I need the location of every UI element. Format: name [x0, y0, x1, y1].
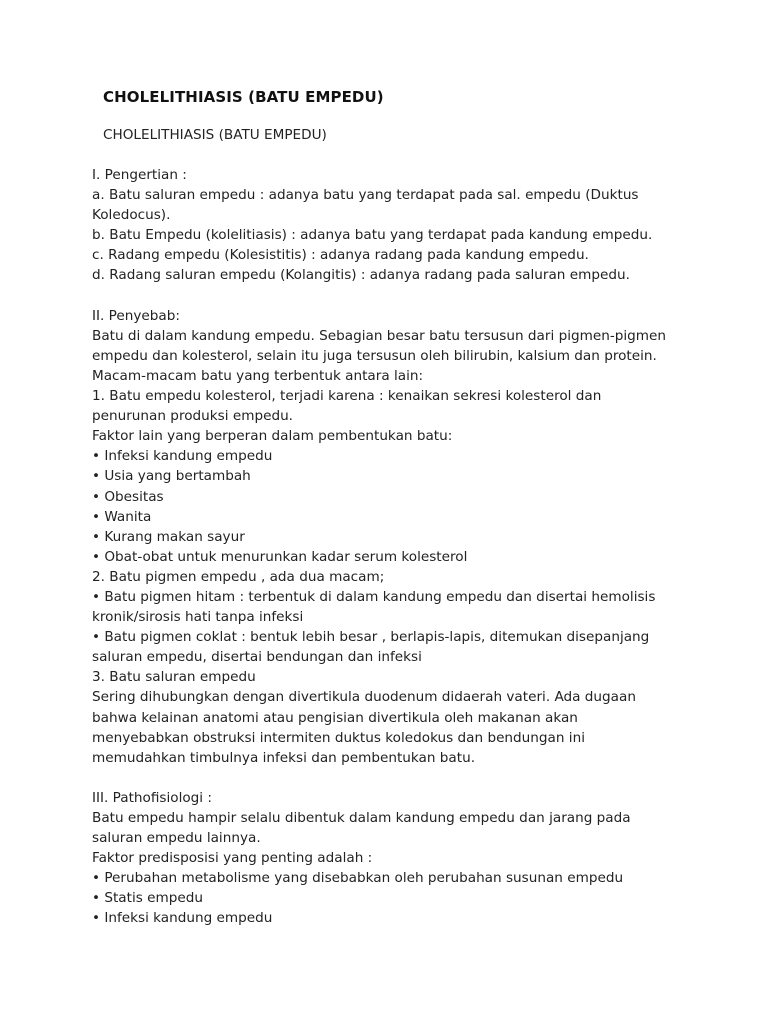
- bullet-item: • Obesitas: [92, 488, 164, 505]
- section-heading: III. Pathofisiologi :: [92, 789, 212, 806]
- section-spacer: [92, 286, 692, 306]
- text-line: 3. Batu saluran empedu: [92, 669, 256, 686]
- section-heading: I. Pengertian :: [92, 167, 187, 183]
- bullet-item: • Kurang makan sayur: [92, 528, 245, 545]
- text-line: memudahkan timbulnya infeksi dan pembentukan batu.: [92, 749, 476, 766]
- document-title: CHOLELITHIASIS (BATU EMPEDU): [103, 88, 384, 106]
- text-line: Macam-macam batu yang terbentuk antara lain:: [92, 367, 424, 384]
- text-line: Koledocus).: [92, 207, 171, 224]
- text-line: Faktor predisposisi yang penting adalah :: [92, 850, 373, 867]
- bullet-item: • Usia yang bertambah: [92, 468, 251, 485]
- text-line: c. Radang empedu (Kolesistitis) : adanya radang pada kandung empedu.: [92, 247, 589, 264]
- document-body: [92, 165, 692, 929]
- text-line: b. Batu Empedu (kolelitiasis) : adanya batu yang terdapat pada kandung empedu.: [92, 227, 653, 244]
- bullet-item: • Wanita: [92, 508, 152, 525]
- section-heading: II. Penyebab:: [92, 307, 180, 324]
- text-line: Batu empedu hampir selalu dibentuk dalam kandung empedu dan jarang pada: [92, 810, 631, 826]
- bullet-item: • Infeksi kandung empedu: [92, 448, 273, 465]
- text-line: bahwa kelainan anatomi atau pengisian divertikula oleh makanan akan: [92, 709, 578, 726]
- text-line: saluran empedu, disertai bendungan dan infeksi: [92, 649, 422, 666]
- text-line: Faktor lain yang berperan dalam pembentukan batu:: [92, 428, 453, 445]
- text-line: kronik/sirosis hati tanpa infeksi: [92, 609, 304, 626]
- section-pengertian: [92, 165, 692, 286]
- text-line: 1. Batu empedu kolesterol, terjadi karena : kenaikan sekresi kolesterol dan: [92, 388, 602, 405]
- bullet-item: • Batu pigmen coklat : bentuk lebih besar , berlapis-lapis, ditemukan disepanjang: [92, 629, 650, 646]
- text-line: Sering dihubungkan dengan divertikula duodenum didaerah vateri. Ada dugaan: [92, 689, 636, 706]
- bullet-item: • Statis empedu: [92, 890, 203, 907]
- text-line: a. Batu saluran empedu : adanya batu yang terdapat pada sal. empedu (Duktus: [92, 187, 639, 204]
- bullet-item: • Batu pigmen hitam : terbentuk di dalam kandung empedu dan disertai hemolisis: [92, 588, 656, 605]
- text-line: penurunan produksi empedu.: [92, 408, 294, 425]
- bullet-item: • Infeksi kandung empedu: [92, 910, 273, 927]
- text-line: menyebabkan obstruksi intermiten duktus koledokus dan bendungan ini: [92, 729, 585, 746]
- section-spacer: [92, 768, 692, 788]
- section-pathofisiologi: [92, 788, 692, 929]
- bullet-item: • Obat-obat untuk menurunkan kadar serum kolesterol: [92, 548, 468, 565]
- bullet-item: • Perubahan metabolisme yang disebabkan oleh perubahan susunan empedu: [92, 870, 624, 887]
- document-subtitle: CHOLELITHIASIS (BATU EMPEDU): [103, 127, 327, 143]
- text-line: empedu dan kolesterol, selain itu juga tersusun oleh bilirubin, kalsium dan protein.: [92, 347, 657, 364]
- text-line: 2. Batu pigmen empedu , ada dua macam;: [92, 568, 385, 585]
- text-line: d. Radang saluran empedu (Kolangitis) : adanya radang pada saluran empedu.: [92, 267, 630, 284]
- section-penyebab: [92, 306, 692, 768]
- text-line: Batu di dalam kandung empedu. Sebagian besar batu tersusun dari pigmen-pigmen: [92, 327, 666, 344]
- text-line: saluran empedu lainnya.: [92, 830, 261, 847]
